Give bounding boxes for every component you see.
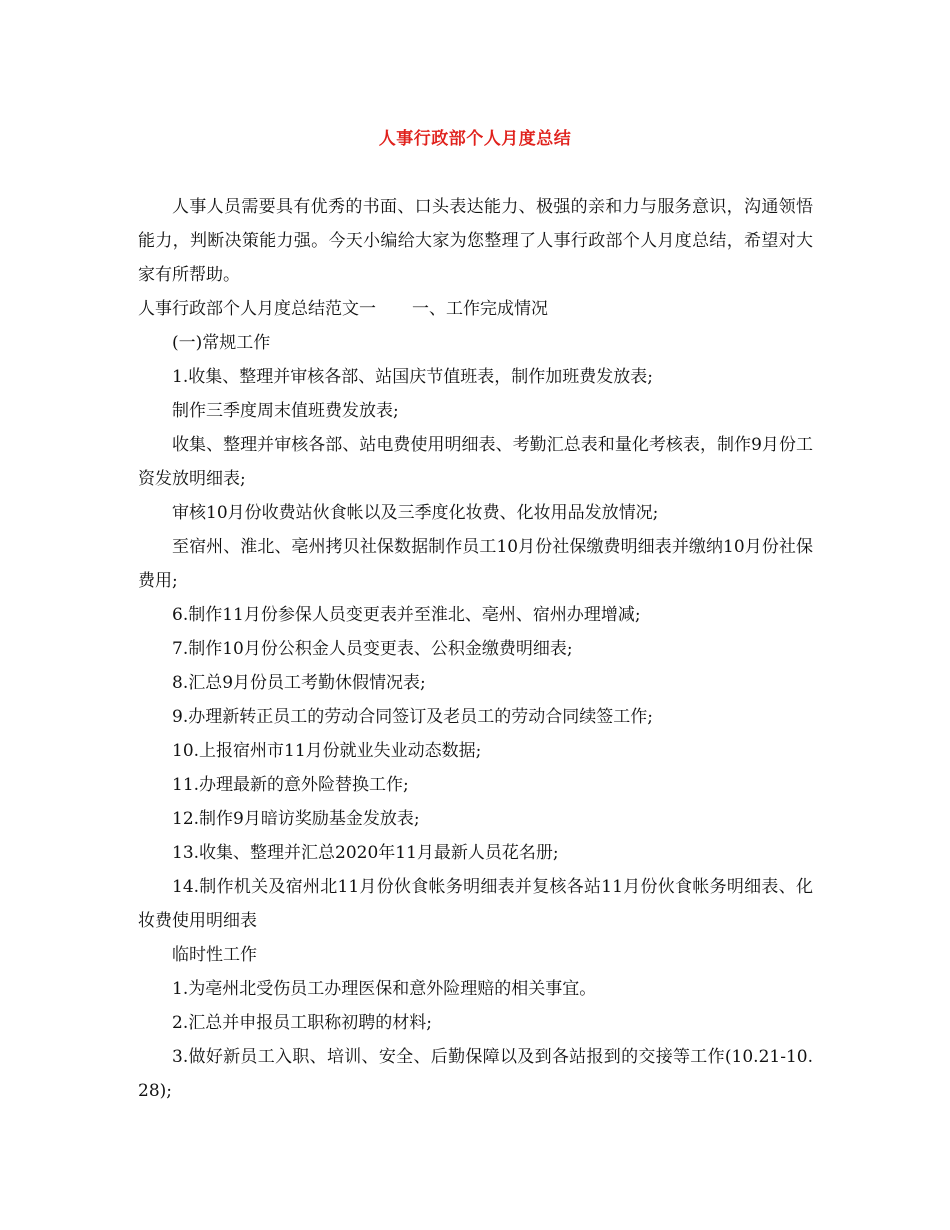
- list-item: 11.办理最新的意外险替换工作;: [172, 775, 409, 795]
- list-item: 至宿州、淮北、亳州拷贝社保数据制作员工10月份社保缴费明细表并缴纳10月份社保费用;: [138, 537, 813, 591]
- section-heading-right: 一、工作完成情况: [412, 299, 548, 319]
- list-item: 6.制作11月份参保人员变更表并至淮北、亳州、宿州办理增减;: [172, 605, 641, 625]
- list-item: 9.办理新转正员工的劳动合同签订及老员工的劳动合同续签工作;: [172, 707, 653, 727]
- list-item: 7.制作10月份公积金人员变更表、公积金缴费明细表;: [172, 639, 573, 659]
- document-body: [138, 190, 813, 1108]
- list-item: 1.为亳州北受伤员工办理医保和意外险理赔的相关事宜。: [172, 979, 597, 999]
- routine-heading: (一)常规工作: [172, 333, 271, 353]
- list-item: 收集、整理并审核各部、站电费使用明细表、考勤汇总表和量化考核表，制作9月份工资发放明细表;: [138, 435, 813, 489]
- section-heading-left: 人事行政部个人月度总结范文一: [138, 299, 376, 319]
- list-item: 12.制作9月暗访奖励基金发放表;: [172, 809, 420, 829]
- list-item: 8.汇总9月份员工考勤休假情况表;: [172, 673, 426, 693]
- section-heading: [138, 292, 813, 326]
- list-item: 审核10月份收费站伙食帐以及三季度化妆费、化妆用品发放情况;: [172, 503, 659, 523]
- intro-paragraph: 人事人员需要具有优秀的书面、口头表达能力、极强的亲和力与服务意识，沟通领悟能力，判断决策能力强。今天小编给大家为您整理了人事行政部个人月度总结，希望对大家有所帮助。: [138, 197, 813, 285]
- list-item: 14.制作机关及宿州北11月份伙食帐务明细表并复核各站11月份伙食帐务明细表、化妆费使用明细表: [138, 877, 813, 931]
- list-item: 13.收集、整理并汇总2020年11月最新人员花名册;: [172, 843, 559, 863]
- document-title: 人事行政部个人月度总结: [378, 129, 572, 149]
- list-item: 制作三季度周末值班费发放表;: [172, 401, 399, 421]
- list-item: 2.汇总并申报员工职称初聘的材料;: [172, 1013, 432, 1033]
- temporary-heading: 临时性工作: [172, 945, 257, 965]
- list-item: 3.做好新员工入职、培训、安全、后勤保障以及到各站报到的交接等工作(10.21-10.28);: [138, 1047, 813, 1101]
- list-item: 10.上报宿州市11月份就业失业动态数据;: [172, 741, 482, 761]
- list-item: 1.收集、整理并审核各部、站国庆节值班表，制作加班费发放表;: [172, 367, 653, 387]
